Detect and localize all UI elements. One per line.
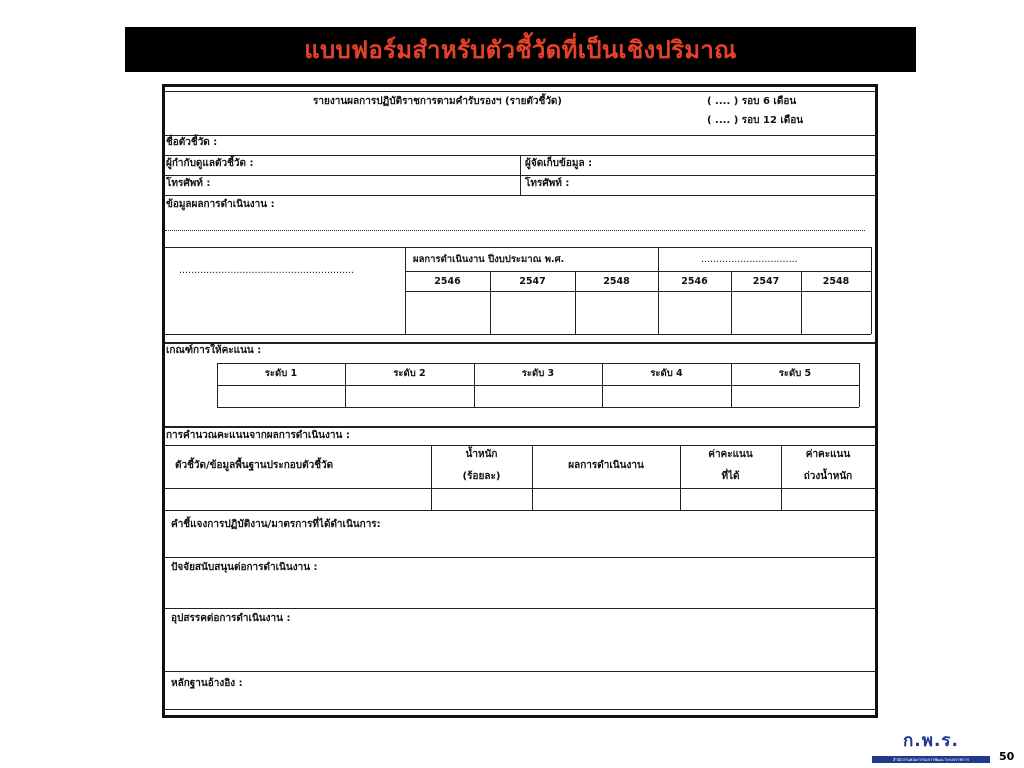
phone-label-1: โทรศัพท์ : [166, 178, 211, 189]
scoring-criteria-label: เกณฑ์การให้คะแนน : [166, 345, 262, 356]
score-header-2: ที่ได้ [721, 471, 740, 482]
logo-subtext: สำนักงานคณะกรรมการพัฒนาระบบราชการ [892, 757, 969, 762]
level-2: ระดับ 2 [393, 368, 426, 379]
results-row-label: .......................................................... [179, 265, 355, 276]
year-cell: 2546 [434, 276, 461, 287]
obstacles-label: อุปสรรคต่อการดำเนินงาน : [171, 613, 291, 624]
report-title: รายงานผลการปฏิบัติราชการตามคำรับรองฯ (รายตัวชี้วัด) [313, 96, 562, 107]
indicator-owner-label: ผู้กำกับดูแลตัวชี้วัด : [166, 158, 254, 169]
opdc-logo [872, 725, 990, 763]
results-group-header-2: ................................ [701, 254, 798, 265]
explanation-label: คำชี้แจงการปฏิบัติงาน/มาตรการที่ได้ดำเนินการ: [171, 519, 381, 530]
level-1: ระดับ 1 [264, 368, 298, 379]
result-header: ผลการดำเนินงาน [568, 460, 644, 471]
title-banner [125, 27, 916, 72]
weighted-score-header-2: ถ่วงน้ำหนัก [803, 471, 853, 482]
level-3: ระดับ 3 [521, 368, 555, 379]
round-12-months: ( .... ) รอบ 12 เดือน [707, 115, 804, 126]
form-top-line [165, 91, 875, 92]
score-calculation-label: การคำนวณคะแนนจากผลการดำเนินงาน : [166, 430, 350, 441]
supporting-factors-label: ปัจจัยสนับสนุนต่อการดำเนินงาน : [171, 562, 318, 573]
year-cell: 2547 [519, 276, 546, 287]
weighted-score-header: ค่าคะแนน [805, 449, 851, 460]
year-cell: 2548 [603, 276, 630, 287]
weight-header-unit: (ร้อยละ) [462, 471, 501, 482]
year-cell: 2548 [822, 276, 850, 287]
page-number: 50 [999, 750, 1015, 763]
level-5: ระดับ 5 [778, 368, 812, 379]
evidence-label: หลักฐานอ้างอิง : [171, 678, 243, 689]
logo-text: ก.พ.ร. [902, 731, 959, 751]
results-group-header: ผลการดำเนินงาน ปีงบประมาณ พ.ศ. [413, 254, 565, 265]
phone-label-2: โทรศัพท์ : [525, 178, 570, 189]
basic-data-header: ตัวชี้วัด/ข้อมูลพื้นฐานประกอบตัวชี้วัด [175, 460, 334, 471]
data-collector-label: ผู้จัดเก็บข้อมูล : [525, 158, 593, 169]
performance-data-label: ข้อมูลผลการดำเนินงาน : [166, 199, 275, 210]
indicator-name-label: ชื่อตัวชี้วัด : [166, 137, 218, 148]
level-4: ระดับ 4 [650, 368, 683, 379]
slide-title: แบบฟอร์มสำหรับตัวชี้วัดที่เป็นเชิงปริมาณ [304, 36, 737, 64]
year-cell: 2546 [681, 276, 708, 287]
score-header: ค่าคะแนน [708, 449, 753, 460]
weight-header: น้ำหนัก [465, 449, 498, 460]
report-form [162, 84, 878, 718]
year-cell: 2547 [752, 276, 780, 287]
round-6-months: ( .... ) รอบ 6 เดือน [707, 96, 797, 107]
